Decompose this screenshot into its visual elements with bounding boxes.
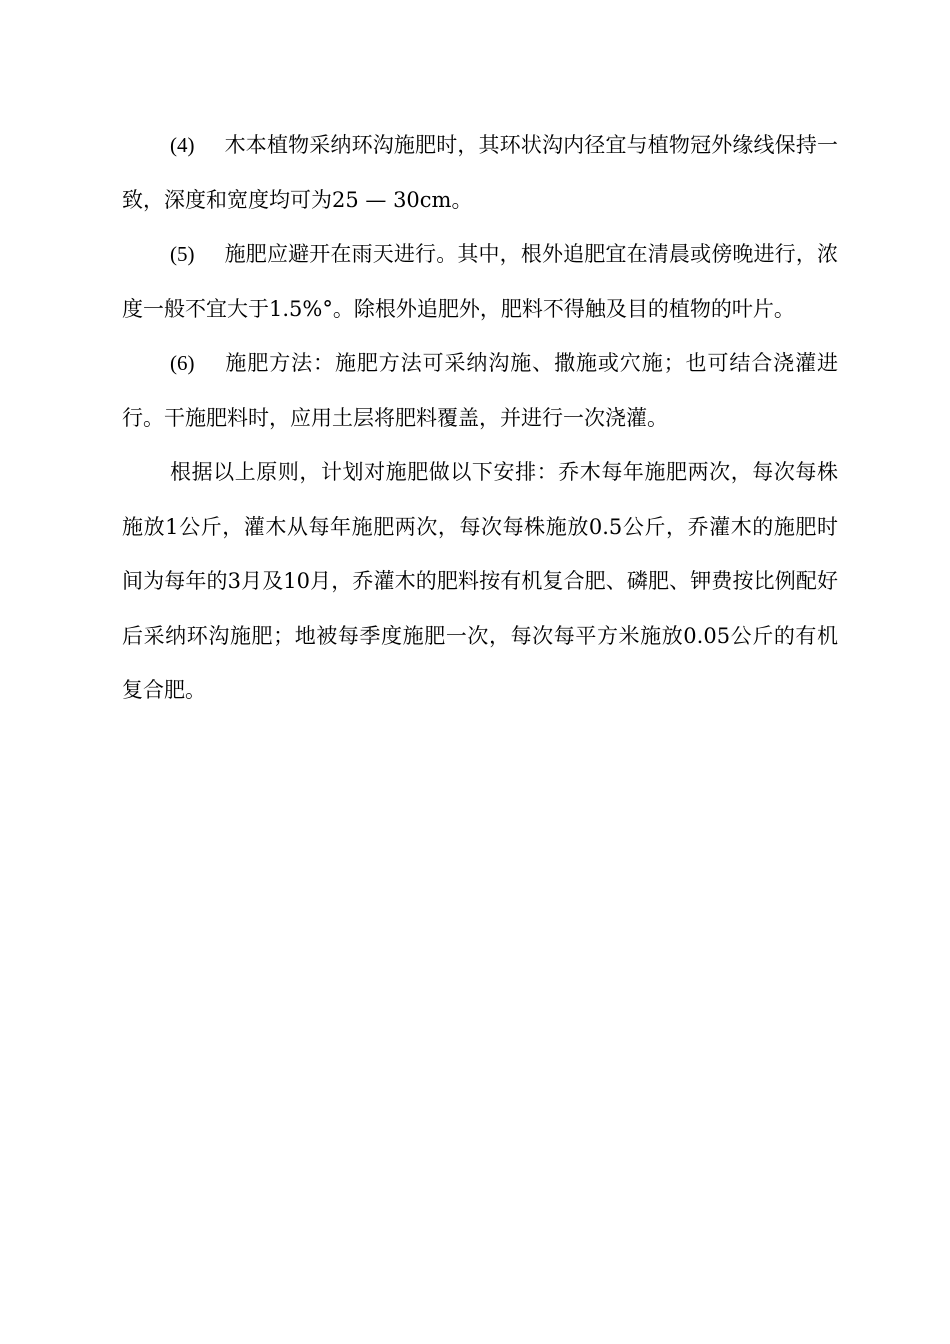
- paragraph-item-6: [122, 336, 838, 445]
- paragraph-plan-summary: [122, 445, 838, 718]
- paragraph-item-4: [122, 118, 838, 227]
- paragraph-number: (5): [170, 242, 195, 266]
- paragraph-text: 施肥方法：施肥方法可采纳沟施、撒施或穴施；也可结合浇灌进行。干施肥料时，应用土层将肥料覆盖，并进行一次浇灌。: [122, 351, 838, 430]
- paragraph-number: (6): [170, 351, 195, 375]
- document-body: [122, 118, 838, 718]
- paragraph-item-5: [122, 227, 838, 336]
- paragraph-text: 根据以上原则，计划对施肥做以下安排：乔木每年施肥两次，每次每株施放1公斤，灌木从每年施肥两次，每次每株施放0.5公斤，乔灌木的施肥时间为每年的3月及10月，乔灌木的肥料按有机复合肥、磷肥、钾费按比例配好后采纳环沟施肥；地被每季度施肥一次，每次每平方米施放0.05公斤的有机复合肥。: [122, 460, 838, 702]
- paragraph-number: (4): [170, 133, 195, 157]
- paragraph-text: 木本植物采纳环沟施肥时，其环状沟内径宜与植物冠外缘线保持一致，深度和宽度均可为25 — 30cm。: [122, 133, 838, 212]
- paragraph-text: 施肥应避开在雨天进行。其中，根外追肥宜在清晨或傍晚进行，浓度一般不宜大于1.5%°。除根外追肥外，肥料不得触及目的植物的叶片。: [122, 242, 838, 321]
